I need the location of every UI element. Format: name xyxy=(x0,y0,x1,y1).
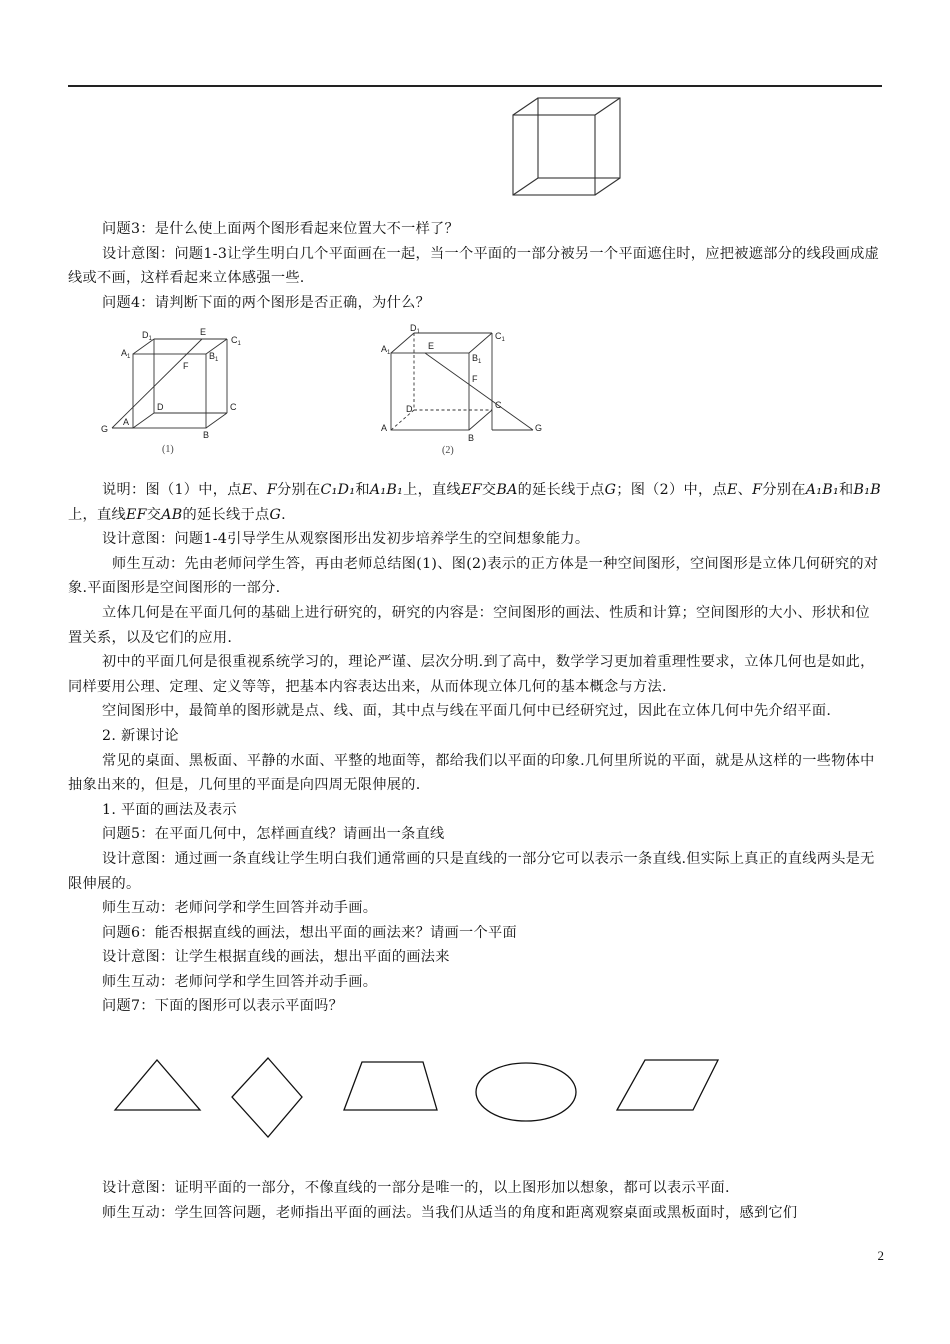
interaction-5: 师生互动：老师问学和学生回答并动手画。 xyxy=(102,900,378,917)
page-number: 2 xyxy=(877,1248,884,1263)
triangle-shape xyxy=(115,1060,200,1110)
section-2-heading: 2. 新课讨论 xyxy=(102,727,179,744)
ellipse-shape xyxy=(476,1063,576,1121)
junior-geometry-paragraph: 初中的平面几何是很重视系统学习的，理论严谨、层次分明.到了高中，数学学习更加着重理性要求，立体几何也是如此，同样要用公理、定理、定义等等，把基本内容表达出来，从而体现立体几何的基本概念与方法. xyxy=(68,654,875,695)
question-6: 问题6：能否根据直线的画法，想出平面的画法来？请画一个平面 xyxy=(102,924,517,941)
fig1-label-g: G xyxy=(101,424,109,434)
interaction-7: 师生互动：学生回答问题，老师指出平面的画法。当我们从适当的角度和距离观察桌面或黑板面时，感到它们 xyxy=(102,1204,798,1221)
section-1-heading: 1. 平面的画法及表示 xyxy=(102,801,237,818)
design-intent-6: 设计意图：让学生根据直线的画法，想出平面的画法来 xyxy=(102,949,450,966)
fig1-label-b: B xyxy=(203,430,210,440)
diamond-shape xyxy=(232,1058,302,1137)
fig2-label-b: B xyxy=(468,433,475,443)
fig1-label-f: F xyxy=(183,361,189,371)
trapezoid-shape xyxy=(344,1062,437,1110)
fig2-caption: (2) xyxy=(442,445,454,456)
interaction-1: 师生互动：先由老师问学生答，再由老师总结图(1)、图(2)表示的正方体是一种空间图形，空间图形是立体几何研究的对象.平面图形是空间图形的一部分. xyxy=(68,555,879,597)
fig2-label-c1: $C_1$ xyxy=(495,331,505,343)
fig2-label-a: A xyxy=(381,423,388,433)
question-3: 问题3：是什么使上面两个图形看起来位置大不一样了？ xyxy=(102,221,460,237)
fig2-label-g: G xyxy=(535,423,543,433)
top-cube-figure xyxy=(508,96,628,202)
header-rule xyxy=(68,85,882,87)
design-intent-5: 设计意图：通过画一条直线让学生明白我们通常画的只是直线的一部分它可以表示一条直线.但实际上真正的直线两头是无限伸展的。 xyxy=(68,850,875,892)
question-7: 问题7：下面的图形可以表示平面吗？ xyxy=(102,998,344,1015)
fig2-label-c: C xyxy=(495,400,502,410)
figure-note: 说明：图（1）中，点E、F分别在C₁D₁和A₁B₁上，直线EF交BA的延长线于点G；图（2）中，点E、F分别在A₁B₁和B₁B上，直线EF交AB的延长线于点G. xyxy=(68,482,881,523)
text-block-1 xyxy=(68,217,882,315)
fig1-label-a: A xyxy=(123,417,130,427)
fig1-caption: (1) xyxy=(162,444,174,455)
parallelogram-shape xyxy=(617,1060,718,1110)
fig1-label-a1: $A_1$ xyxy=(121,348,131,360)
fig2-label-d: D xyxy=(406,404,413,414)
fig1-label-b1: $B_1$ xyxy=(209,351,219,363)
fig2-label-b1: $B_1$ xyxy=(472,353,482,365)
design-intent-3: 设计意图：问题1-3让学生明白几个平面画在一起，当一个平面的一部分被另一个平面遮住时，应把被遮部分的线段画成虚线或不画，这样看起来立体感强一些. xyxy=(68,245,880,287)
interaction-6: 师生互动：老师问学和学生回答并动手画。 xyxy=(102,973,378,990)
fig2-label-d1: $D_1$ xyxy=(410,323,420,335)
fig2-label-a1: $A_1$ xyxy=(381,344,391,356)
fig1-label-c: C xyxy=(230,402,237,412)
cube-figure-1 xyxy=(98,324,258,460)
question-4: 问题4：请判断下面的两个图形是否正确，为什么？ xyxy=(102,294,431,311)
design-intent-4: 设计意图：问题1-4引导学生从观察图形出发初步培养学生的空间想象能力。 xyxy=(102,531,590,548)
design-intent-7: 设计意图：证明平面的一部分，不像直线的一部分是唯一的，以上图形加以想象，都可以表示平面. xyxy=(102,1180,730,1196)
common-planes-paragraph: 常见的桌面、黑板面、平静的水面、平整的地面等，都给我们以平面的印象.几何里所说的平面，就是从这样的一些物体中抽象出来的，但是，几何里的平面是向四周无限伸展的. xyxy=(68,752,875,794)
text-block-2 xyxy=(68,478,882,1019)
solid-geometry-paragraph: 立体几何是在平面几何的基础上进行研究的，研究的内容是：空间图形的画法、性质和计算；空间图形的大小、形状和位置关系，以及它们的应用. xyxy=(68,604,870,646)
fig1-label-c1: $C_1$ xyxy=(231,335,241,347)
text-block-3 xyxy=(68,1176,882,1225)
plane-shapes-row xyxy=(110,1052,730,1142)
fig1-label-d: D xyxy=(157,402,164,412)
simplest-figures-paragraph: 空间图形中，最简单的图形就是点、线、面，其中点与线在平面几何中已经研究过，因此在立体几何中先介绍平面. xyxy=(102,703,832,720)
fig2-label-e: E xyxy=(428,341,435,351)
fig1-label-d1: $D_1$ xyxy=(142,330,152,342)
cube-figure-2 xyxy=(378,320,548,460)
fig1-label-e: E xyxy=(200,327,207,337)
fig2-label-f: F xyxy=(472,374,478,384)
question-5: 问题5：在平面几何中，怎样画直线？请画出一条直线 xyxy=(102,826,445,843)
